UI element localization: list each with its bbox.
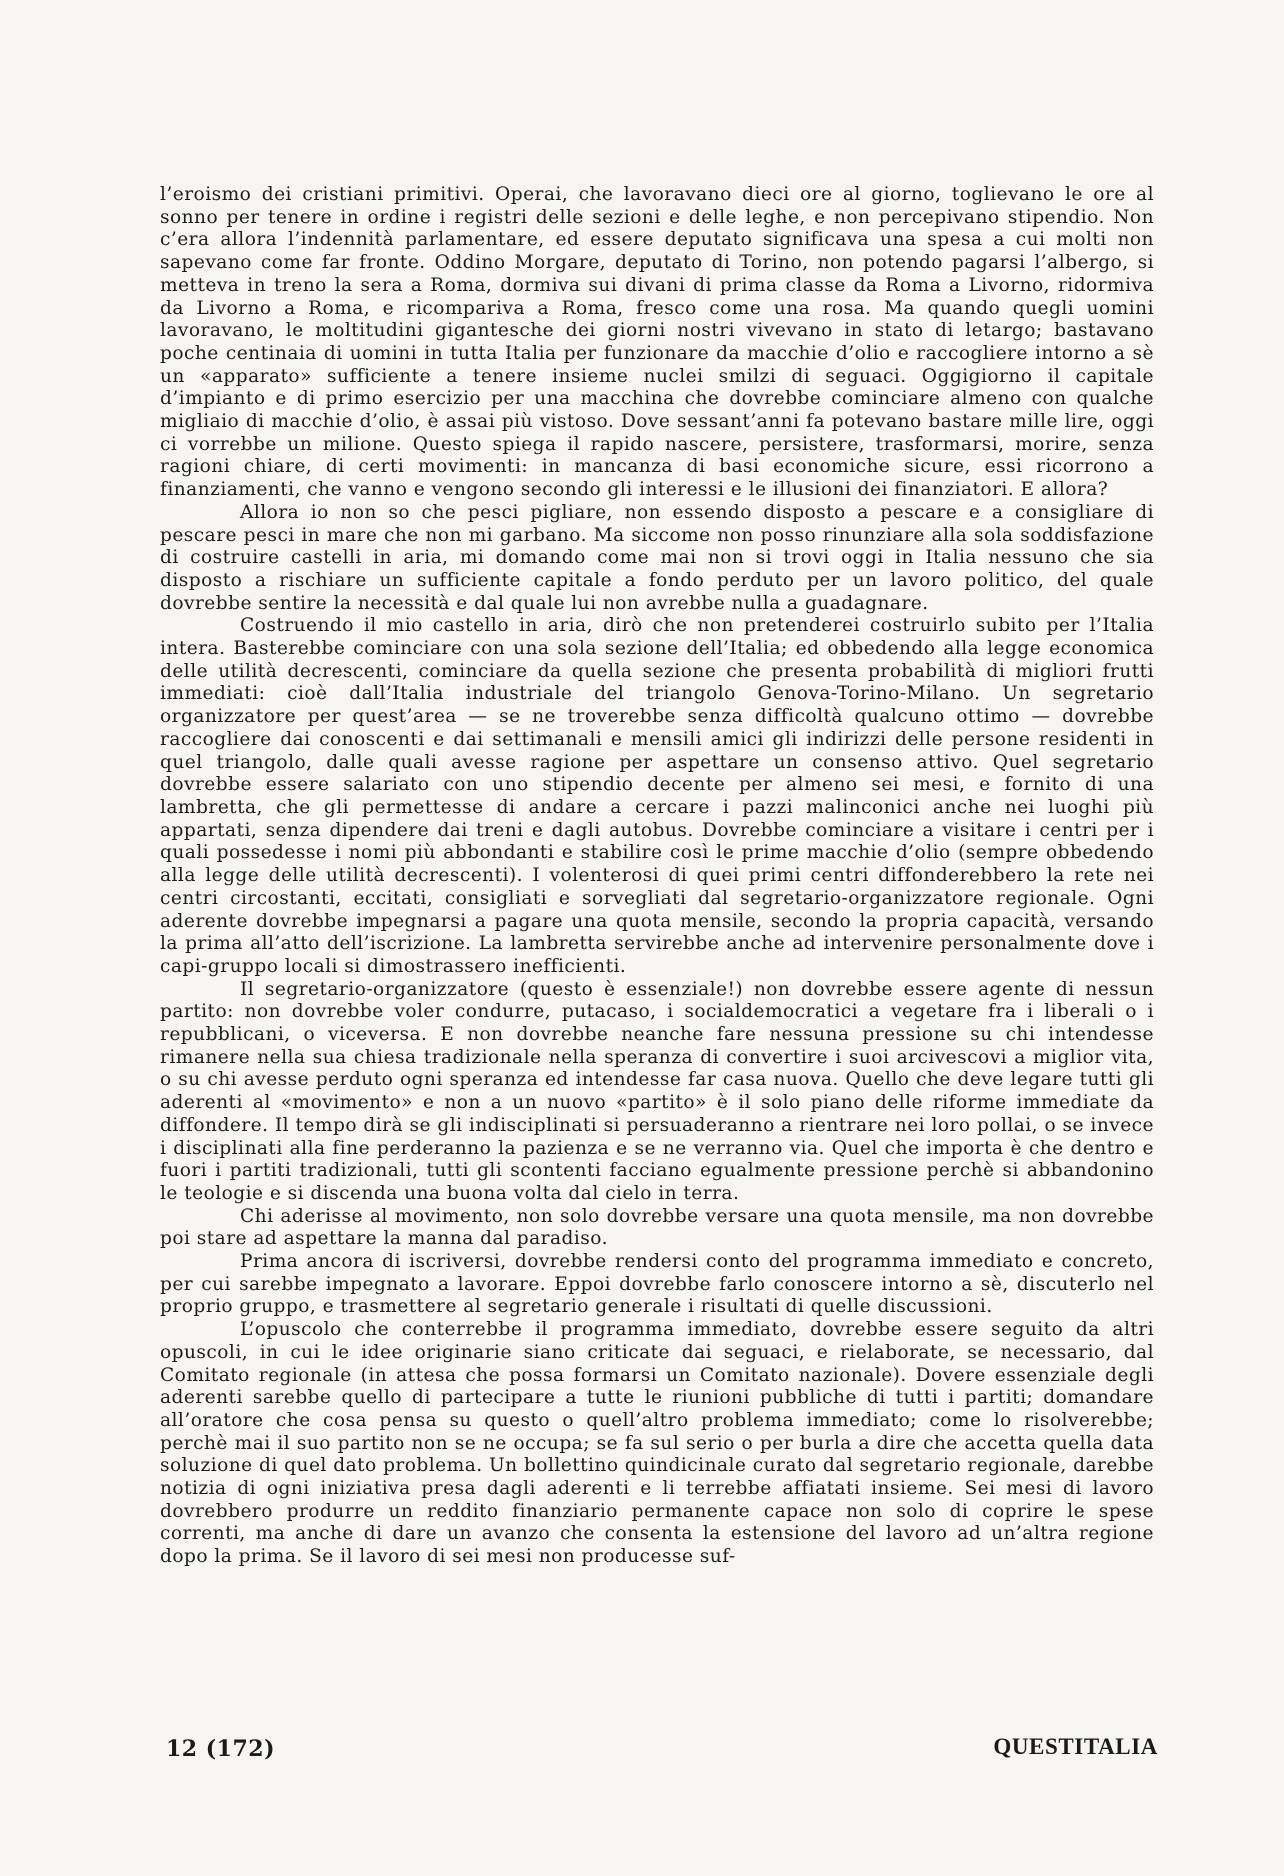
paragraph-2: Allora io non so che pesci pigliare, non essendo disposto a pescare e a consigliare di pescare pesci in mare che non mi garbano. Ma siccome non posso rinunziare alla sola soddisfazione di costruire castelli in aria, mi domando come mai non si trovi oggi in Italia nessuno che sia disposto a rischiare un sufficiente capitale a fondo perduto per un lavoro politico, del quale dovrebbe sentire la necessità e dal quale lui non avrebbe nulla a guadagnare. (160, 501, 1154, 614)
paragraph-1: l’eroismo dei cristiani primitivi. Operai, che lavoravano dieci ore al giorno, toglievano le ore al sonno per tenere in ordine i registri delle sezioni e delle leghe, e non percepivano stipendio. Non c’era allora l’indennità parlamentare, ed essere deputato significava una spesa a cui molti non sapevano come far fronte. Oddino Morgare, deputato di Torino, non potendo pagarsi l’albergo, si metteva in treno la sera a Roma, dormiva sui divani di prima classe da Roma a Livorno, ridormiva da Livorno a Roma, e ricompariva a Roma, fresco come una rosa. Ma quando quegli uomini lavoravano, le moltitudini gigantesche dei giorni nostri vivevano in stato di letargo; bastavano poche centinaia di uomini in tutta Italia per funzionare da macchie d’olio e raccogliere intorno a sè un «apparato» sufficiente a tenere insieme nuclei smilzi di seguaci. Oggigiorno il capitale d’impianto e di primo esercizio per una macchina che dovrebbe cominciare almeno con qualche migliaio di macchie d’olio, è assai più vistoso. Dove sessant’anni fa potevano bastare mille lire, oggi ci vorrebbe un milione. Questo spiega il rapido nascere, persistere, trasformarsi, morire, senza ragioni chiare, di certi movimenti: in mancanza di basi economiche sicure, essi ricorrono a finanziamenti, che vanno e vengono secondo gli interessi e le illusioni dei finanziatori. E allora? (160, 184, 1154, 501)
paragraph-6: Prima ancora di iscriversi, dovrebbe rendersi conto del programma immediato e concreto, per cui sarebbe impegnato a lavorare. Eppoi dovrebbe farlo conoscere intorno a sè, discuterlo nel proprio gruppo, e trasmettere al segretario generale i risultati di quelle discussioni. (160, 1251, 1154, 1318)
journal-title: QUESTITALIA (993, 1734, 1158, 1759)
paragraph-7: L’opuscolo che conterrebbe il programma immediato, dovrebbe essere seguito da altri opuscoli, in cui le idee originarie siano criticate dai seguaci, e rielaborate, se necessario, dal Comitato regionale (in attesa che possa formarsi un Comitato nazionale). Dovere essenziale degli aderenti sarebbe quello di partecipare a tutte le riunioni pubbliche di tutti i partiti; domandare all’oratore che cosa pensa su questo o quell’altro problema immediato; come lo risolverebbe; perchè mai il suo partito non se ne occupa; se fa sul serio o per burla a dire che accetta quella data soluzione di quel dato problema. Un bollettino quindicinale curato dal segretario regionale, darebbe notizia di ogni iniziativa presa dagli aderenti e li terrebbe affiatati insieme. Sei mesi di lavoro dovrebbero produrre un reddito finanziario permanente capace non solo di coprire le spese correnti, ma anche di dare un avanzo che consenta la estensione del lavoro ad un’altra regione dopo la prima. Se il lavoro di sei mesi non producesse suf- (160, 1319, 1154, 1568)
paragraph-3: Costruendo il mio castello in aria, dirò che non pretenderei costruirlo subito per l’Italia intera. Basterebbe cominciare con una sola sezione dell’Italia; ed obbedendo alla legge economica delle utilità decrescenti, cominciare da quella sezione che presenta probabilità di migliori frutti immediati: cioè dall’Italia industriale del triangolo Genova-Torino-Milano. Un segretario organizzatore per quest’area — se ne troverebbe senza difficoltà qualcuno ottimo — dovrebbe raccogliere dai conoscenti e dai settimanali e mensili amici gli indirizzi delle persone residenti in quel triangolo, dalle quali avesse ragione per aspettare un consenso attivo. Quel segretario dovrebbe essere salariato con uno stipendio decente per almeno sei mesi, e fornito di una lambretta, che gli permettesse di andare a cercare i pazzi malinconici anche nei luoghi più appartati, senza dipendere dai treni e dagli autobus. Dovrebbe cominciare a visitare i centri per i quali possedesse i nomi più abbondanti e stabilire così le prime macchie d’olio (sempre obbedendo alla legge delle utilità decrescenti). I volenterosi di quei primi centri diffonderebbero la rete nei centri circostanti, eccitati, consigliati e sorvegliati dal segretario-organizzatore regionale. Ogni aderente dovrebbe impegnarsi a pagare una quota mensile, secondo la propria capacità, versando la prima all’atto dell’iscrizione. La lambretta servirebbe anche ad intervenire personalmente dove i capi-gruppo locali si dimostrassero inefficienti. (160, 615, 1154, 977)
article-body (160, 184, 1154, 1569)
paragraph-5: Chi aderisse al movimento, non solo dovrebbe versare una quota mensile, ma non dovrebbe poi stare ad aspettare la manna dal paradiso. (160, 1205, 1154, 1250)
paragraph-4: Il segretario-organizzatore (questo è essenziale!) non dovrebbe essere agente di nessun partito: non dovrebbe voler condurre, putacaso, i socialdemocratici a vegetare fra i liberali o i repubblicani, o viceversa. E non dovrebbe neanche fare nessuna pressione su chi intendesse rimanere nella sua chiesa tradizionale nella speranza di convertire i suoi arcivescovi a miglior vita, o su chi avesse perduto ogni speranza ed intendesse far casa nuova. Quello che deve legare tutti gli aderenti al «movimento» e non a un nuovo «partito» è il solo piano delle riforme immediate da diffondere. Il tempo dirà se gli indisciplinati si persuaderanno a rientrare nei loro pollai, o se invece i disciplinati alla fine perderanno la pazienza e se ne verranno via. Quel che importa è che dentro e fuori i partiti tradizionali, tutti gli scontenti facciano egualmente pressione perchè si abbandonino le teologie e si discenda una buona volta dal cielo in terra. (160, 978, 1154, 1204)
page-number: 12 (172) (166, 1736, 276, 1762)
